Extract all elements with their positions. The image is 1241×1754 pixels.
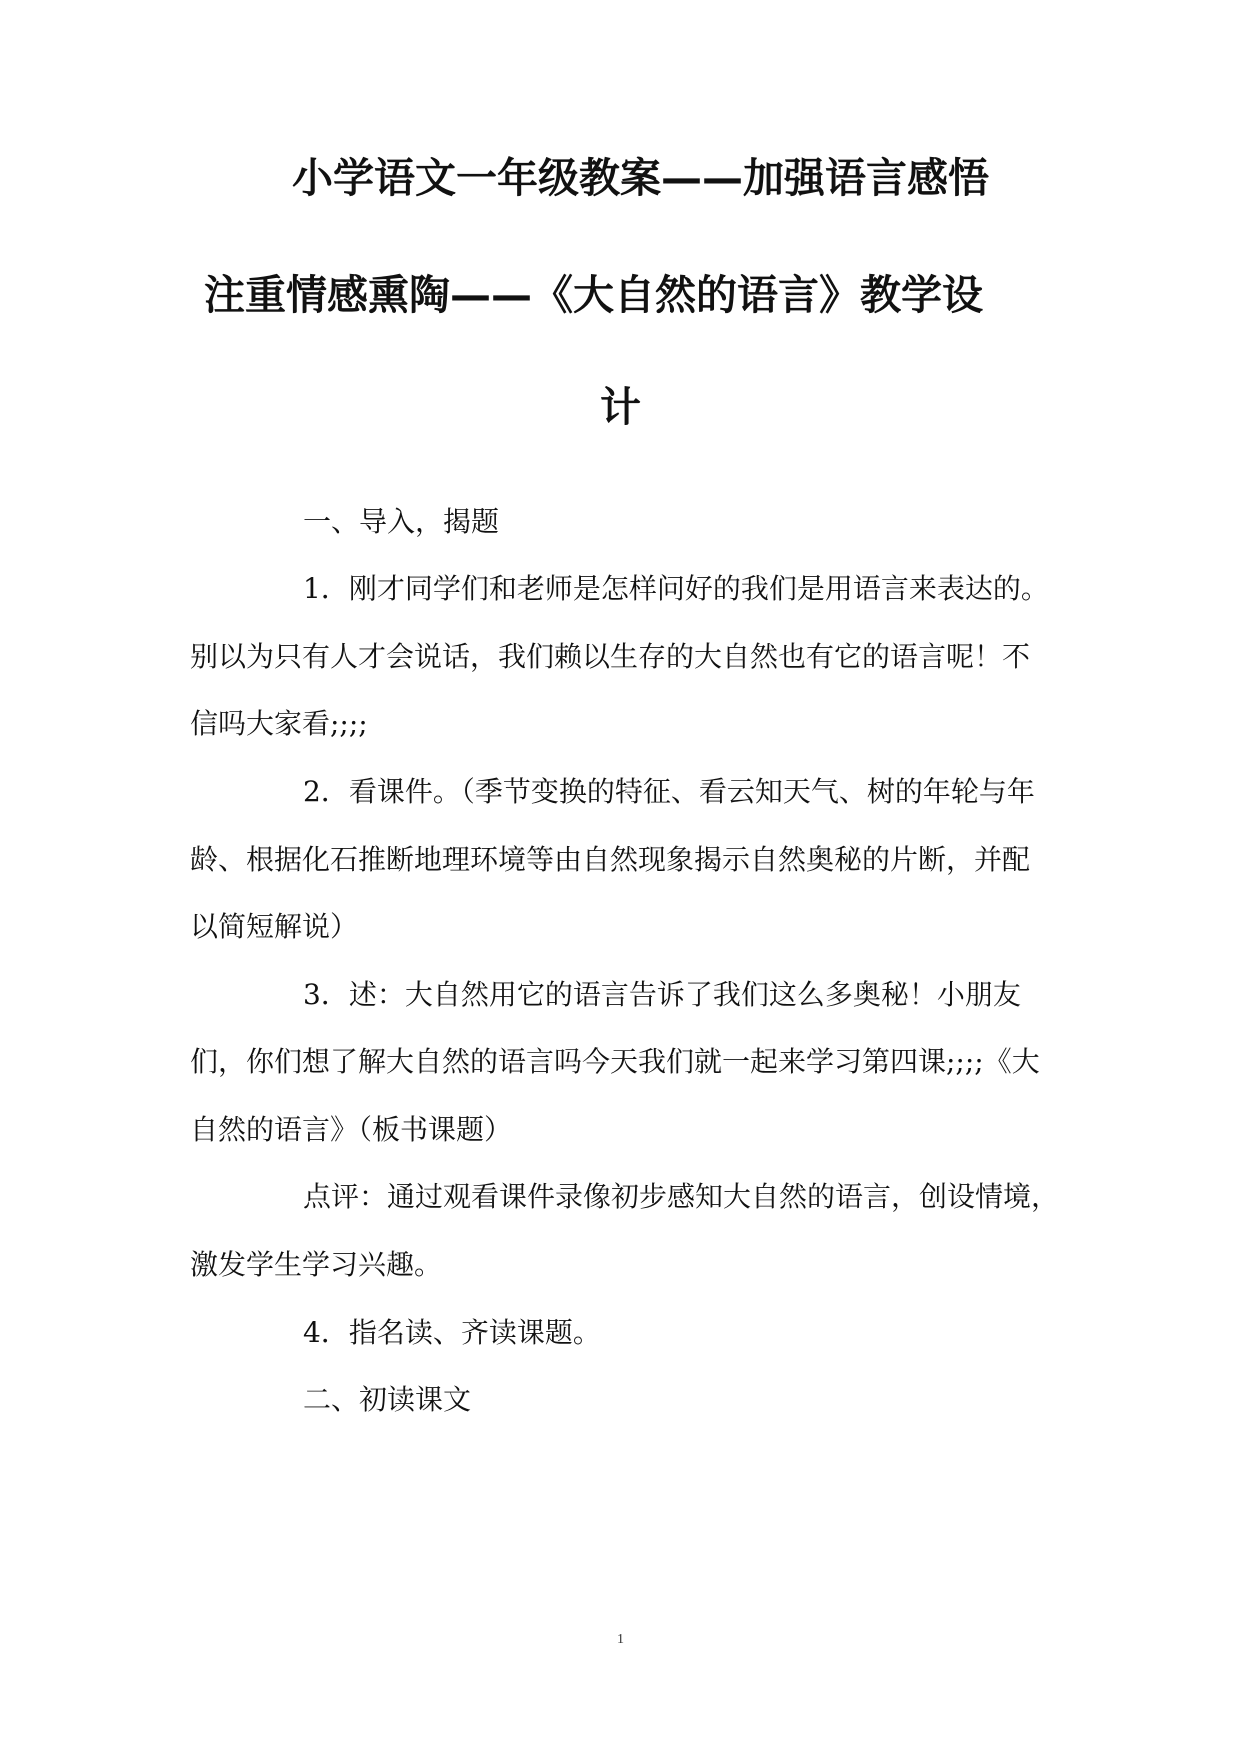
paragraph-line: 别以为只有人才会说话，我们赖以生存的大自然也有它的语言呢！不 bbox=[190, 640, 1031, 673]
title-line-3: 计 bbox=[600, 383, 641, 431]
paragraph-line: 以简短解说） bbox=[190, 910, 359, 943]
paragraph-line: 自然的语言》（板书课题） bbox=[190, 1113, 513, 1146]
section-heading-2: 二、初读课文 bbox=[303, 1383, 472, 1416]
paragraph-line: 4．指名读、齐读课题。 bbox=[303, 1316, 601, 1349]
paragraph-line: 2．看课件。（季节变换的特征、看云知天气、树的年轮与年 bbox=[303, 775, 1035, 808]
paragraph-line: 点评：通过观看课件录像初步感知大自然的语言，创设情境， bbox=[303, 1180, 1060, 1213]
paragraph-line: 1．刚才同学们和老师是怎样问好的我们是用语言来表达的。 bbox=[303, 572, 1049, 605]
paragraph-line: 激发学生学习兴趣。 bbox=[190, 1248, 443, 1281]
paragraph-line: 龄、根据化石推断地理环境等由自然现象揭示自然奥秘的片断，并配 bbox=[190, 843, 1031, 876]
paragraph-line: 信吗大家看;;;; bbox=[190, 707, 368, 740]
section-heading-1: 一、导入，揭题 bbox=[303, 505, 500, 538]
page-number: 1 bbox=[617, 1632, 624, 1647]
paragraph-line: 3．述：大自然用它的语言告诉了我们这么多奥秘！小朋友 bbox=[303, 978, 1021, 1011]
paragraph-line: 们，你们想了解大自然的语言吗今天我们就一起来学习第四课;;;;《大 bbox=[190, 1045, 1040, 1078]
title-line-2: 注重情感熏陶——《大自然的语言》教学设 bbox=[204, 271, 983, 319]
title-line-1: 小学语文一年级教案——加强语言感悟 bbox=[292, 154, 989, 202]
